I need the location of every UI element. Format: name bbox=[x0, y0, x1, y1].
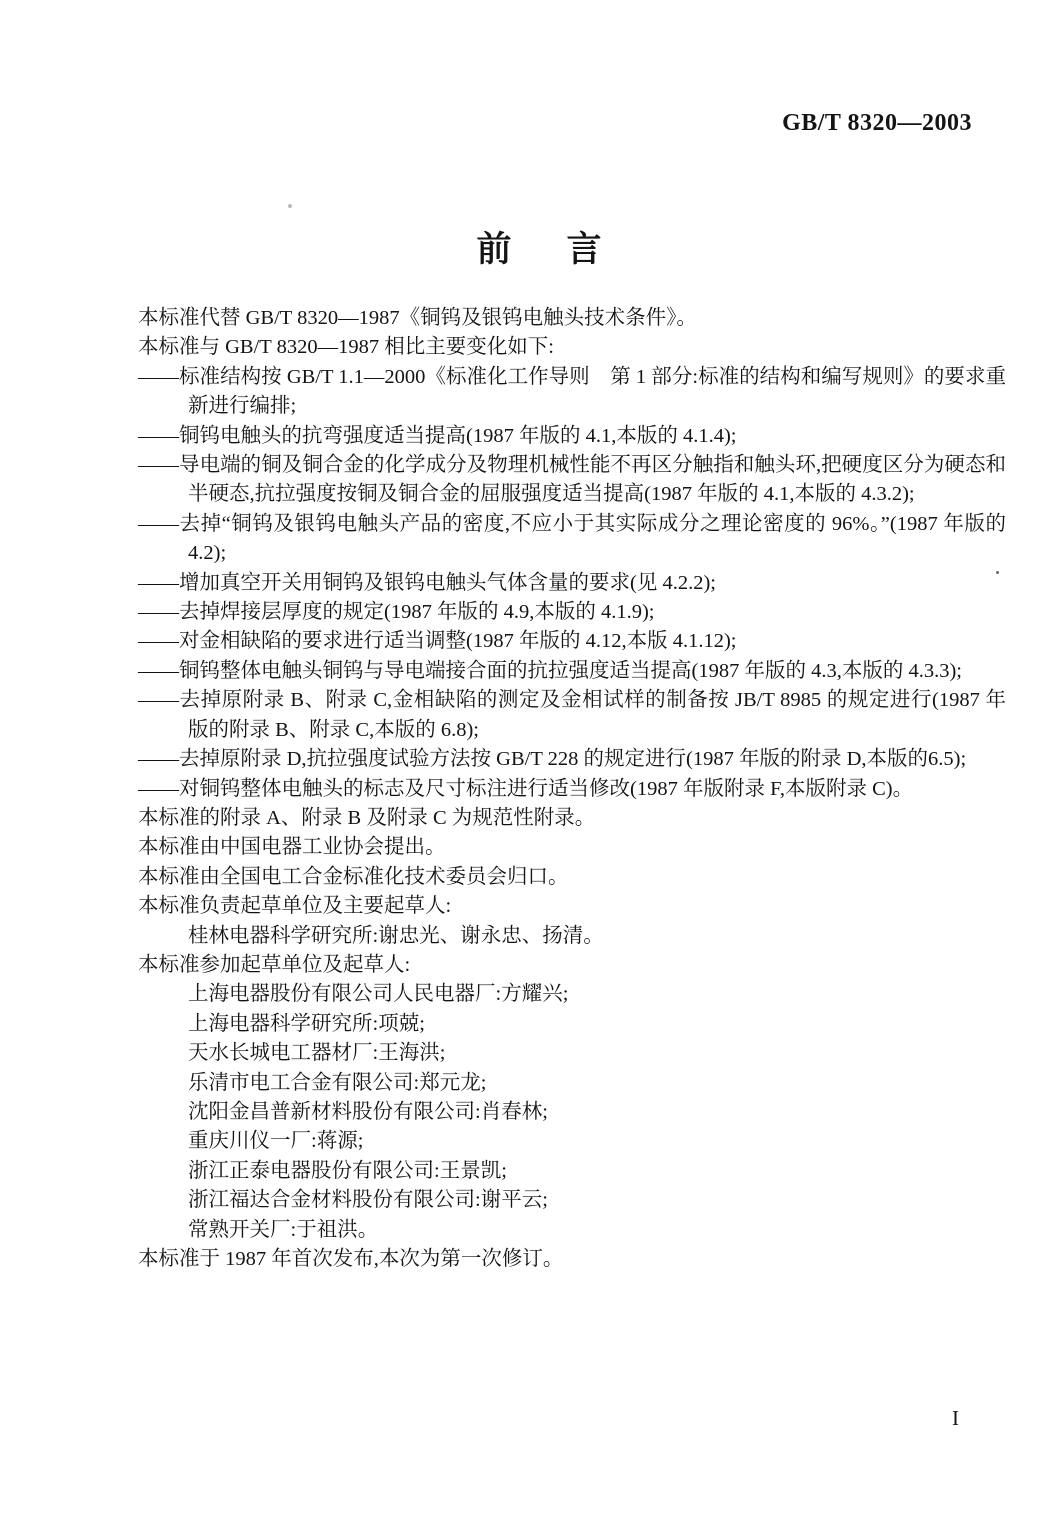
scan-artifact-dot bbox=[288, 204, 292, 208]
foreword-paragraph: 本标准参加起草单位及起草人: bbox=[138, 953, 411, 976]
foreword-change-item: ——对铜钨整体电触头的标志及尺寸标注进行适当修改(1987 年版附录 F,本版附录 C)。 bbox=[138, 777, 914, 800]
foreword-paragraph: 本标准由全国电工合金标准化技术委员会归口。 bbox=[138, 865, 569, 888]
drafter-line: 重庆川仪一厂:蒋源; bbox=[188, 1130, 364, 1153]
page-number: I bbox=[952, 1406, 959, 1430]
foreword-change-item: ——去掉原附录 B、附录 C,金相缺陷的测定及金相试样的制备按 JB/T 8985 的规定进行(1987 年版的附录 B、附录 C,本版的 6.8); bbox=[138, 689, 1006, 741]
scan-artifact-dot bbox=[996, 571, 999, 574]
foreword-change-item: ——增加真空开关用铜钨及银钨电触头气体含量的要求(见 4.2.2); bbox=[138, 571, 716, 594]
foreword-paragraph: 本标准于 1987 年首次发布,本次为第一次修订。 bbox=[138, 1248, 564, 1270]
foreword-change-item: ——铜钨整体电触头铜钨与导电端接合面的抗拉强度适当提高(1987 年版的 4.3,本版的 4.3.3); bbox=[138, 659, 962, 682]
foreword-change-item: ——去掉焊接层厚度的规定(1987 年版的 4.9,本版的 4.1.9); bbox=[138, 601, 655, 624]
foreword-change-item: ——标准结构按 GB/T 1.1—2000《标准化工作导则 第 1 部分:标准的结构和编写规则》的要求重新进行编排; bbox=[138, 365, 1006, 418]
drafter-line: 桂林电器科学研究所:谢忠光、谢永忠、扬清。 bbox=[188, 924, 604, 947]
page-title: 前 言 bbox=[476, 230, 612, 270]
drafter-line: 浙江正泰电器股份有限公司:王景凯; bbox=[188, 1159, 507, 1182]
drafter-line: 乐清市电工合金有限公司:郑元龙; bbox=[188, 1071, 487, 1094]
foreword-paragraph: 本标准由中国电器工业协会提出。 bbox=[138, 836, 446, 859]
foreword-change-item: ——对金相缺陷的要求进行适当调整(1987 年版的 4.12,本版 4.1.12); bbox=[138, 630, 737, 653]
drafter-line: 浙江福达合金材料股份有限公司:谢平云; bbox=[188, 1189, 548, 1212]
foreword-change-item: ——去掉“铜钨及银钨电触头产品的密度,不应小于其实际成分之理论密度的 96%。”(1987 年版的 4.2); bbox=[138, 512, 1006, 565]
drafter-line: 天水长城电工器材厂:王海洪; bbox=[188, 1042, 446, 1065]
drafter-line: 沈阳金昌普新材料股份有限公司:肖春林; bbox=[188, 1100, 548, 1123]
foreword-paragraph: 本标准代替 GB/T 8320—1987《铜钨及银钨电触头技术条件》。 bbox=[138, 307, 697, 329]
drafter-line: 上海电器科学研究所:项兢; bbox=[188, 1012, 425, 1035]
foreword-change-item: ——去掉原附录 D,抗拉强度试验方法按 GB/T 228 的规定进行(1987 年版的附录 D,本版的6.5); bbox=[138, 748, 967, 771]
foreword-change-item: ——导电端的铜及铜合金的化学成分及物理机械性能不再区分触指和触头环,把硬度区分为硬态和半硬态,抗拉强度按铜及铜合金的屈服强度适当提高(1987 年版的 4.1,本版的 4.3.2); bbox=[138, 454, 1006, 506]
foreword-paragraph: 本标准的附录 A、附录 B 及附录 C 为规范性附录。 bbox=[138, 806, 596, 829]
standard-code: GB/T 8320—2003 bbox=[782, 110, 972, 136]
foreword-paragraph: 本标准与 GB/T 8320—1987 相比主要变化如下: bbox=[138, 336, 554, 359]
drafter-line: 上海电器股份有限公司人民电器厂:方耀兴; bbox=[188, 983, 569, 1006]
foreword-change-item: ——铜钨电触头的抗弯强度适当提高(1987 年版的 4.1,本版的 4.1.4); bbox=[138, 424, 737, 447]
foreword-body bbox=[138, 304, 1006, 1274]
drafter-line: 常熟开关厂:于祖洪。 bbox=[188, 1218, 379, 1241]
foreword-paragraph: 本标准负责起草单位及主要起草人: bbox=[138, 895, 452, 918]
